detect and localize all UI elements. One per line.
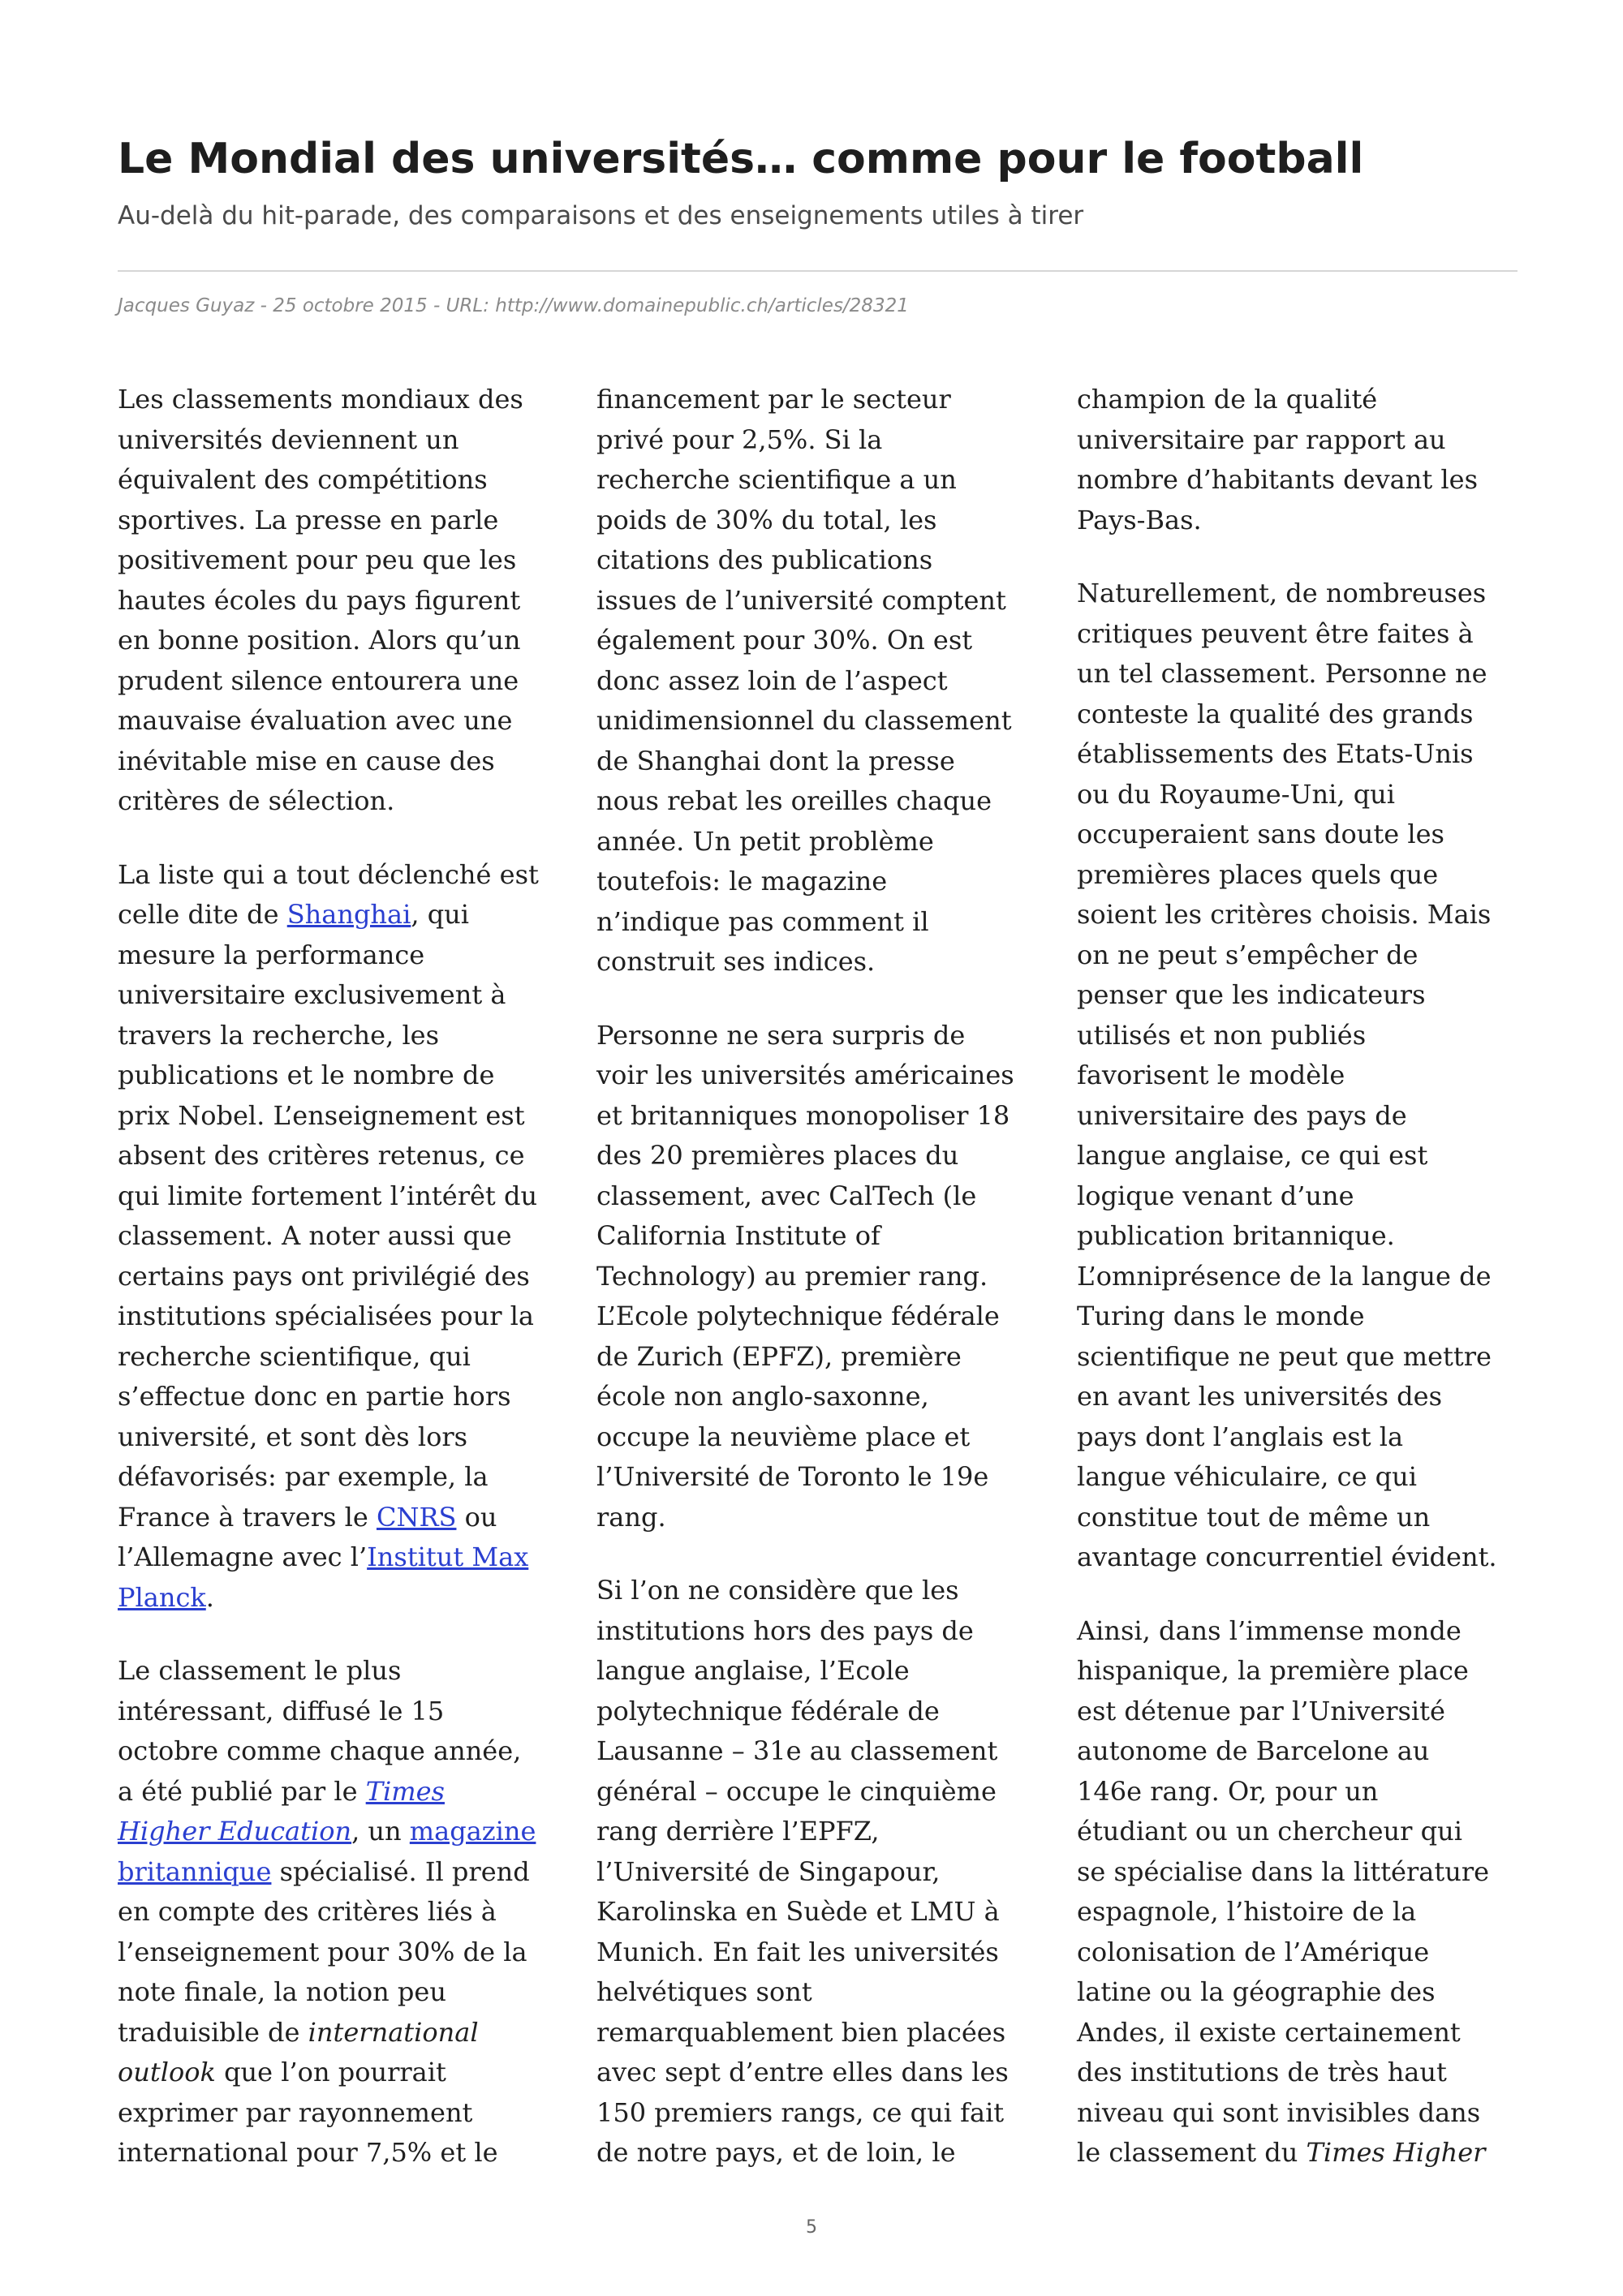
text-line: Si l’on ne considère que les xyxy=(596,1575,959,1606)
text-line: utilisés et non publiés xyxy=(1077,1019,1367,1051)
magazine-britannique-link[interactable]: magazine xyxy=(409,1816,536,1847)
text-line: occupe la neuvième place et xyxy=(596,1421,971,1452)
text-line xyxy=(118,1498,562,1538)
text-line: favorisent le modèle xyxy=(1077,1060,1345,1090)
text-line: en avant les universités des xyxy=(1077,1381,1443,1412)
text-line: un tel classement. Personne ne xyxy=(1077,658,1487,689)
text-run: ou xyxy=(456,1501,497,1533)
text-line: qui limite fortement l’intérêt du xyxy=(118,1180,538,1211)
text-line: exprimer par rayonnement xyxy=(118,2096,473,2128)
text-run: international xyxy=(308,2016,479,2048)
text-line: toutefois: le magazine xyxy=(596,866,888,896)
text-line: école non anglo-saxonne, xyxy=(596,1381,929,1412)
text-run: le classement du xyxy=(1077,2137,1307,2168)
shanghai-link[interactable]: Shanghai xyxy=(286,899,411,930)
max-planck-link[interactable]: Institut Max xyxy=(367,1541,529,1572)
text-line: travers la recherche, les xyxy=(118,1019,440,1051)
text-line: niveau qui sont invisibles dans xyxy=(1077,2096,1481,2128)
text-line: publications et le nombre de xyxy=(118,1060,495,1090)
paragraph xyxy=(118,1651,562,2173)
text-line: remarquablement bien placées xyxy=(596,2016,1006,2048)
text-line: Munich. En fait les universités xyxy=(596,1936,999,1967)
text-line: voir les universités américaines xyxy=(596,1060,1014,1090)
text-line: en bonne position. Alors qu’un xyxy=(118,625,521,656)
text-line: universités deviennent un xyxy=(118,424,459,455)
text-line: est détenue par l’Université xyxy=(1077,1695,1445,1726)
text-line: Le classement le plus xyxy=(118,1655,402,1686)
text-line: de Shanghai dont la presse xyxy=(596,745,955,776)
text-line: des institutions de très haut xyxy=(1077,2057,1447,2087)
text-line: prix Nobel. L’enseignement est xyxy=(118,1099,525,1131)
text-line: privé pour 2,5%. Si la xyxy=(596,424,883,455)
paragraph xyxy=(1077,1611,1531,2173)
text-line xyxy=(118,2013,562,2053)
times-higher-education-link[interactable] xyxy=(366,1776,445,1807)
text-line: université, et sont dès lors xyxy=(118,1421,468,1452)
text-line: octobre comme chaque année, xyxy=(118,1735,522,1766)
text-line: général – occupe le cinquième xyxy=(596,1775,997,1807)
text-line: s’effectue donc en partie hors xyxy=(118,1381,511,1412)
text-line: issues de l’université comptent xyxy=(596,584,1006,616)
paragraph xyxy=(596,1016,1047,1538)
text-line: financement par le secteur xyxy=(596,384,951,415)
text-line: colonisation de l’Amérique xyxy=(1077,1936,1430,1967)
text-line xyxy=(118,1772,562,1812)
text-line: certains pays ont privilégié des xyxy=(118,1260,530,1292)
text-line: se spécialise dans la littérature xyxy=(1077,1855,1490,1887)
text-line: espagnole, l’histoire de la xyxy=(1077,1896,1417,1927)
article-subtitle: Au-delà du hit-parade, des comparaisons et des enseignements utiles à tirer xyxy=(118,201,1084,230)
text-line: recherche scientifique, qui xyxy=(118,1340,471,1372)
text-line: logique venant d’une xyxy=(1077,1180,1354,1211)
text-line: premières places quels que xyxy=(1077,858,1439,890)
text-line xyxy=(1077,2133,1531,2173)
text-line: L’omniprésence de la langue de xyxy=(1077,1260,1492,1292)
text-line: Naturellement, de nombreuses xyxy=(1077,578,1487,608)
paragraph xyxy=(596,380,1047,982)
text-column-2 xyxy=(596,380,1047,2207)
text-line: California Institute of xyxy=(596,1220,880,1251)
text-run: , un xyxy=(351,1816,410,1847)
text-line xyxy=(118,1537,562,1578)
text-line: également pour 30%. On est xyxy=(596,625,973,656)
text-line: classement. A noter aussi que xyxy=(118,1220,512,1251)
text-line: hispanique, la première place xyxy=(1077,1655,1469,1686)
text-line: institutions spécialisées pour la xyxy=(118,1301,534,1331)
text-line: Andes, il existe certainement xyxy=(1077,2016,1461,2048)
text-run: Times Higher xyxy=(1306,2137,1486,2168)
text-run: . xyxy=(205,1581,214,1613)
text-column-3 xyxy=(1077,380,1531,2207)
text-line: 150 premiers rangs, ce qui fait xyxy=(596,2096,1005,2128)
text-line: 146e rang. Or, pour un xyxy=(1077,1775,1379,1807)
text-line: langue véhiculaire, ce qui xyxy=(1077,1461,1417,1492)
text-line: publication britannique. xyxy=(1077,1220,1395,1251)
text-line: défavorisés: par exemple, la xyxy=(118,1461,489,1492)
text-line: Technology) au premier rang. xyxy=(596,1260,988,1292)
text-line xyxy=(118,1852,562,1893)
text-line: polytechnique fédérale de xyxy=(596,1695,940,1726)
text-line: conteste la qualité des grands xyxy=(1077,698,1474,729)
text-line: prudent silence entourera une xyxy=(118,664,519,696)
text-line: et britanniques monopoliser 18 xyxy=(596,1099,1010,1131)
text-line: Lausanne – 31e au classement xyxy=(596,1735,998,1766)
text-line: donc assez loin de l’aspect xyxy=(596,664,948,696)
page-number: 5 xyxy=(806,2217,817,2238)
times-higher-education-link-continued[interactable] xyxy=(118,1816,351,1847)
text-line: latine ou la géographie des xyxy=(1077,1976,1436,2007)
text-line: recherche scientifique a un xyxy=(596,464,957,495)
text-line: de Zurich (EPFZ), première xyxy=(596,1340,962,1372)
text-line: soient les critères choisis. Mais xyxy=(1077,899,1492,930)
text-line: étudiant ou un chercheur qui xyxy=(1077,1816,1462,1847)
text-line: mesure la performance xyxy=(118,939,425,970)
text-line: institutions hors des pays de xyxy=(596,1615,974,1646)
text-line: nombre d’habitants devant les xyxy=(1077,464,1478,495)
text-line: de notre pays, et de loin, le xyxy=(596,2137,956,2168)
text-line: Ainsi, dans l’immense monde xyxy=(1077,1615,1462,1646)
text-line: établissements des Etats-Unis xyxy=(1077,738,1474,769)
text-run: traduisible de xyxy=(118,2016,308,2048)
text-line: Personne ne sera surpris de xyxy=(596,1019,966,1051)
text-line: critiques peuvent être faites à xyxy=(1077,617,1474,649)
magazine-britannique-link-continued[interactable]: britannique xyxy=(118,1855,272,1887)
paragraph xyxy=(118,380,562,822)
text-line: mauvaise évaluation avec une xyxy=(118,705,513,736)
text-line: universitaire des pays de xyxy=(1077,1099,1407,1131)
text-line: avantage concurrentiel évident. xyxy=(1077,1541,1497,1572)
text-line: inévitable mise en cause des xyxy=(118,745,495,776)
text-line: n’indique pas comment il xyxy=(596,905,929,937)
text-line: construit ses indices. xyxy=(596,946,876,977)
text-line: avec sept d’entre elles dans les xyxy=(596,2057,1009,2087)
header-divider xyxy=(118,270,1518,272)
text-run: , qui xyxy=(411,899,470,930)
text-line: absent des critères retenus, ce xyxy=(118,1140,525,1171)
text-line: Pays-Bas. xyxy=(1077,504,1202,535)
text-line: critères de sélection. xyxy=(118,785,395,816)
text-line: langue anglaise, ce qui est xyxy=(1077,1140,1428,1171)
text-line: helvétiques sont xyxy=(596,1976,812,2007)
text-line: l’Université de Toronto le 19e xyxy=(596,1461,989,1492)
text-line: classement, avec CalTech (le xyxy=(596,1180,977,1211)
text-line: rang derrière l’EPFZ, xyxy=(596,1816,880,1847)
text-line: rang. xyxy=(596,1501,666,1533)
text-line: autonome de Barcelone au xyxy=(1077,1735,1430,1766)
article-title: Le Mondial des universités… comme pour le football xyxy=(118,135,1364,183)
text-line: L’Ecole polytechnique fédérale xyxy=(596,1301,1000,1331)
text-line: l’Université de Singapour, xyxy=(596,1855,941,1887)
text-line: constitue tout de même un xyxy=(1077,1501,1431,1533)
text-run: que l’on pourrait xyxy=(215,2057,446,2087)
text-line: La liste qui a tout déclenché est xyxy=(118,858,539,890)
text-line: langue anglaise, l’Ecole xyxy=(596,1655,910,1686)
text-line: universitaire par rapport au xyxy=(1077,424,1446,455)
text-run: a été publié par le xyxy=(118,1775,366,1807)
article-byline: Jacques Guyaz - 25 octobre 2015 - URL: http://www.domainepublic.ch/articles/28321 xyxy=(118,295,909,316)
paragraph xyxy=(1077,574,1531,1578)
text-line xyxy=(118,895,562,935)
text-line: hautes écoles du pays figurent xyxy=(118,584,521,616)
text-line: unidimensionnel du classement xyxy=(596,705,1012,736)
text-line: champion de la qualité xyxy=(1077,384,1378,415)
text-line xyxy=(118,1812,562,1852)
text-line: nous rebat les oreilles chaque xyxy=(596,785,992,816)
text-line xyxy=(118,2053,562,2093)
text-line: ou du Royaume-Uni, qui xyxy=(1077,778,1396,810)
text-run: celle dite de xyxy=(118,899,287,930)
paragraph xyxy=(118,855,562,1619)
text-line: pays dont l’anglais est la xyxy=(1077,1421,1404,1452)
text-line: citations des publications xyxy=(596,544,933,575)
text-line: note finale, la notion peu xyxy=(118,1976,446,2007)
text-run: France à travers le xyxy=(118,1501,377,1533)
text-line: équivalent des compétitions xyxy=(118,464,488,495)
text-line: scientifique ne peut que mettre xyxy=(1077,1340,1492,1372)
text-line: universitaire exclusivement à xyxy=(118,979,506,1010)
text-line: poids de 30% du total, les xyxy=(596,504,937,535)
text-line: Turing dans le monde xyxy=(1077,1301,1365,1331)
text-line: Karolinska en Suède et LMU à xyxy=(596,1896,1000,1927)
text-line: sportives. La presse en parle xyxy=(118,504,499,535)
max-planck-link-continued[interactable]: Planck xyxy=(118,1581,206,1613)
text-run: spécialisé. Il prend xyxy=(271,1855,530,1887)
text-line: occuperaient sans doute les xyxy=(1077,819,1444,849)
text-line: positivement pour peu que les xyxy=(118,544,517,575)
text-run: Times xyxy=(365,1775,445,1807)
text-line: des 20 premières places du xyxy=(596,1140,959,1171)
text-column-1 xyxy=(118,380,562,2207)
text-line: international pour 7,5% et le xyxy=(118,2137,498,2168)
text-run: outlook xyxy=(118,2057,216,2087)
text-line: penser que les indicateurs xyxy=(1077,979,1426,1010)
cnrs-link[interactable]: CNRS xyxy=(376,1501,457,1533)
text-line: en compte des critères liés à xyxy=(118,1896,497,1927)
text-line: Les classements mondiaux des xyxy=(118,384,523,415)
text-line: l’enseignement pour 30% de la xyxy=(118,1936,527,1967)
paragraph xyxy=(1077,380,1531,540)
text-line xyxy=(118,1578,562,1619)
text-line: on ne peut s’empêcher de xyxy=(1077,939,1419,970)
text-run: l’Allemagne avec l’ xyxy=(118,1541,368,1572)
text-run: Higher Education xyxy=(118,1816,352,1847)
paragraph xyxy=(596,1571,1047,2173)
text-line: intéressant, diffusé le 15 xyxy=(118,1695,445,1726)
text-line: année. Un petit problème xyxy=(596,825,934,857)
